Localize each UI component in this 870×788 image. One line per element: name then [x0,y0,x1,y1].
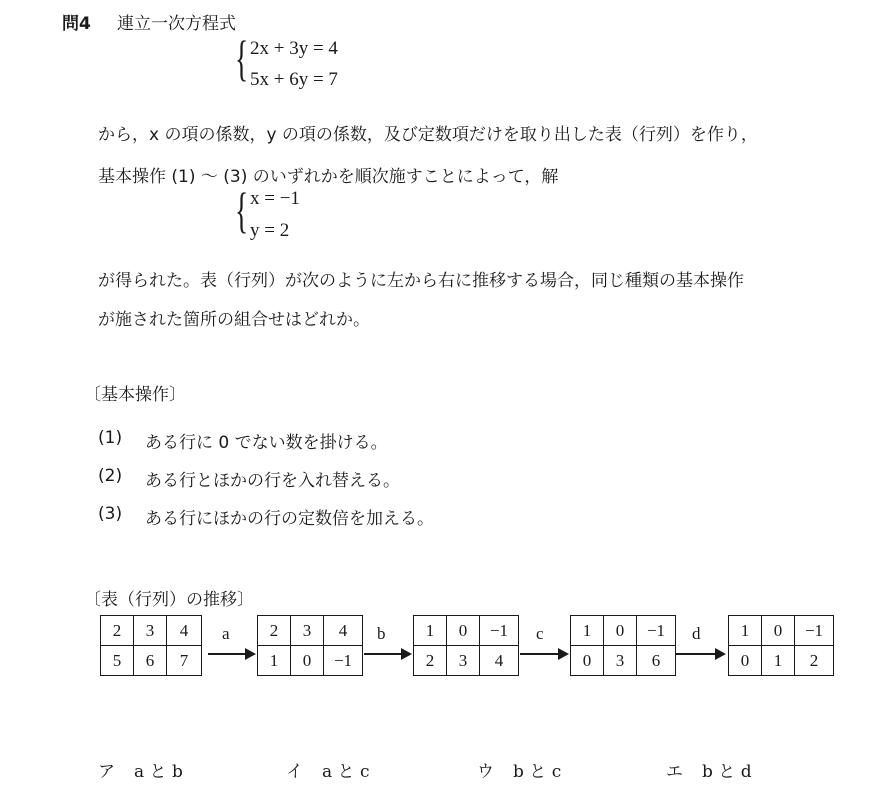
matrix-cell: 1 [729,616,762,646]
question-number: 問4 [62,14,91,34]
arrow-c [520,653,567,655]
choice-d-text: b と d [702,762,752,782]
choice-c-text: b と c [513,762,562,782]
matrix-cell: 0 [729,646,762,676]
matrix-cell: 1 [571,616,604,646]
equation-2: 5x + 6y = 7 [250,69,338,90]
arrow-d [676,653,724,655]
matrix-cell: 0 [604,616,637,646]
matrix-cell: 0 [447,616,480,646]
matrix-cell: 0 [291,646,324,676]
matrix-cell: 2 [414,646,447,676]
question-line-2: が施された箇所の組合せはどれか。 [98,310,370,330]
equation-1: 2x + 3y = 4 [250,38,338,59]
operation-3-number: (3) [98,504,123,524]
solution-y: y = 2 [250,220,290,241]
matrix-cell: 2 [795,646,834,676]
matrix-cell: 2 [258,616,291,646]
arrow-a [208,653,254,655]
matrix-cell: 6 [637,646,676,676]
matrix-cell: 5 [101,646,134,676]
operation-1-number: (1) [98,428,123,448]
choice-a-letter: ア [98,762,115,782]
left-brace: { [235,182,249,238]
matrix-cell: 0 [571,646,604,676]
matrix-cell: 3 [134,616,167,646]
choice-a-text: a と b [134,762,183,782]
matrix-cell: 4 [167,616,202,646]
matrix-5 [728,615,834,676]
choice-b-letter: イ [286,762,303,782]
matrix-cell: 7 [167,646,202,676]
matrix-cell: 4 [324,616,363,646]
matrix-cell: 3 [447,646,480,676]
transition-heading: 〔表（行列）の推移〕 [84,590,254,610]
matrix-cell: 4 [480,646,519,676]
matrix-cell: 3 [291,616,324,646]
choice-d-letter: エ [666,762,683,782]
matrix-cell: −1 [795,616,834,646]
matrix-cell: −1 [324,646,363,676]
matrix-cell: 0 [762,616,795,646]
left-brace: { [235,30,249,86]
choice-b-text: a と c [322,762,370,782]
operation-3-text: ある行にほかの行の定数倍を加える。 [145,509,434,529]
arrow-label-b: b [377,624,386,643]
body-line-2: 基本操作 (1) ～ (3) のいずれかを順次施すことによって，解 [98,167,559,187]
arrow-label-a: a [222,624,230,643]
question-line-1: が得られた。表（行列）が次のように左から右に推移する場合，同じ種類の基本操作 [98,271,744,291]
matrix-2 [257,615,363,676]
operation-2-text: ある行とほかの行を入れ替える。 [145,471,400,491]
matrix-cell: 6 [134,646,167,676]
matrix-cell: 2 [101,616,134,646]
matrix-3 [413,615,519,676]
solution-x: x = −1 [250,188,300,209]
arrow-label-d: d [692,624,701,643]
matrix-cell: −1 [480,616,519,646]
operation-1-text: ある行に 0 でない数を掛ける。 [145,433,388,453]
operations-heading: 〔基本操作〕 [84,385,186,405]
matrix-cell: 1 [258,646,291,676]
body-line-1: から，x の項の係数，y の項の係数，及び定数項だけを取り出した表（行列）を作り， [98,125,758,145]
arrow-label-c: c [536,624,544,643]
operation-2-number: (2) [98,466,123,486]
choice-c-letter: ウ [477,762,494,782]
matrix-1 [100,615,202,676]
matrix-cell: 3 [604,646,637,676]
arrow-b [364,653,410,655]
matrix-cell: −1 [637,616,676,646]
question-title: 連立一次方程式 [117,14,236,34]
matrix-cell: 1 [762,646,795,676]
matrix-cell: 1 [414,616,447,646]
matrix-4 [570,615,676,676]
